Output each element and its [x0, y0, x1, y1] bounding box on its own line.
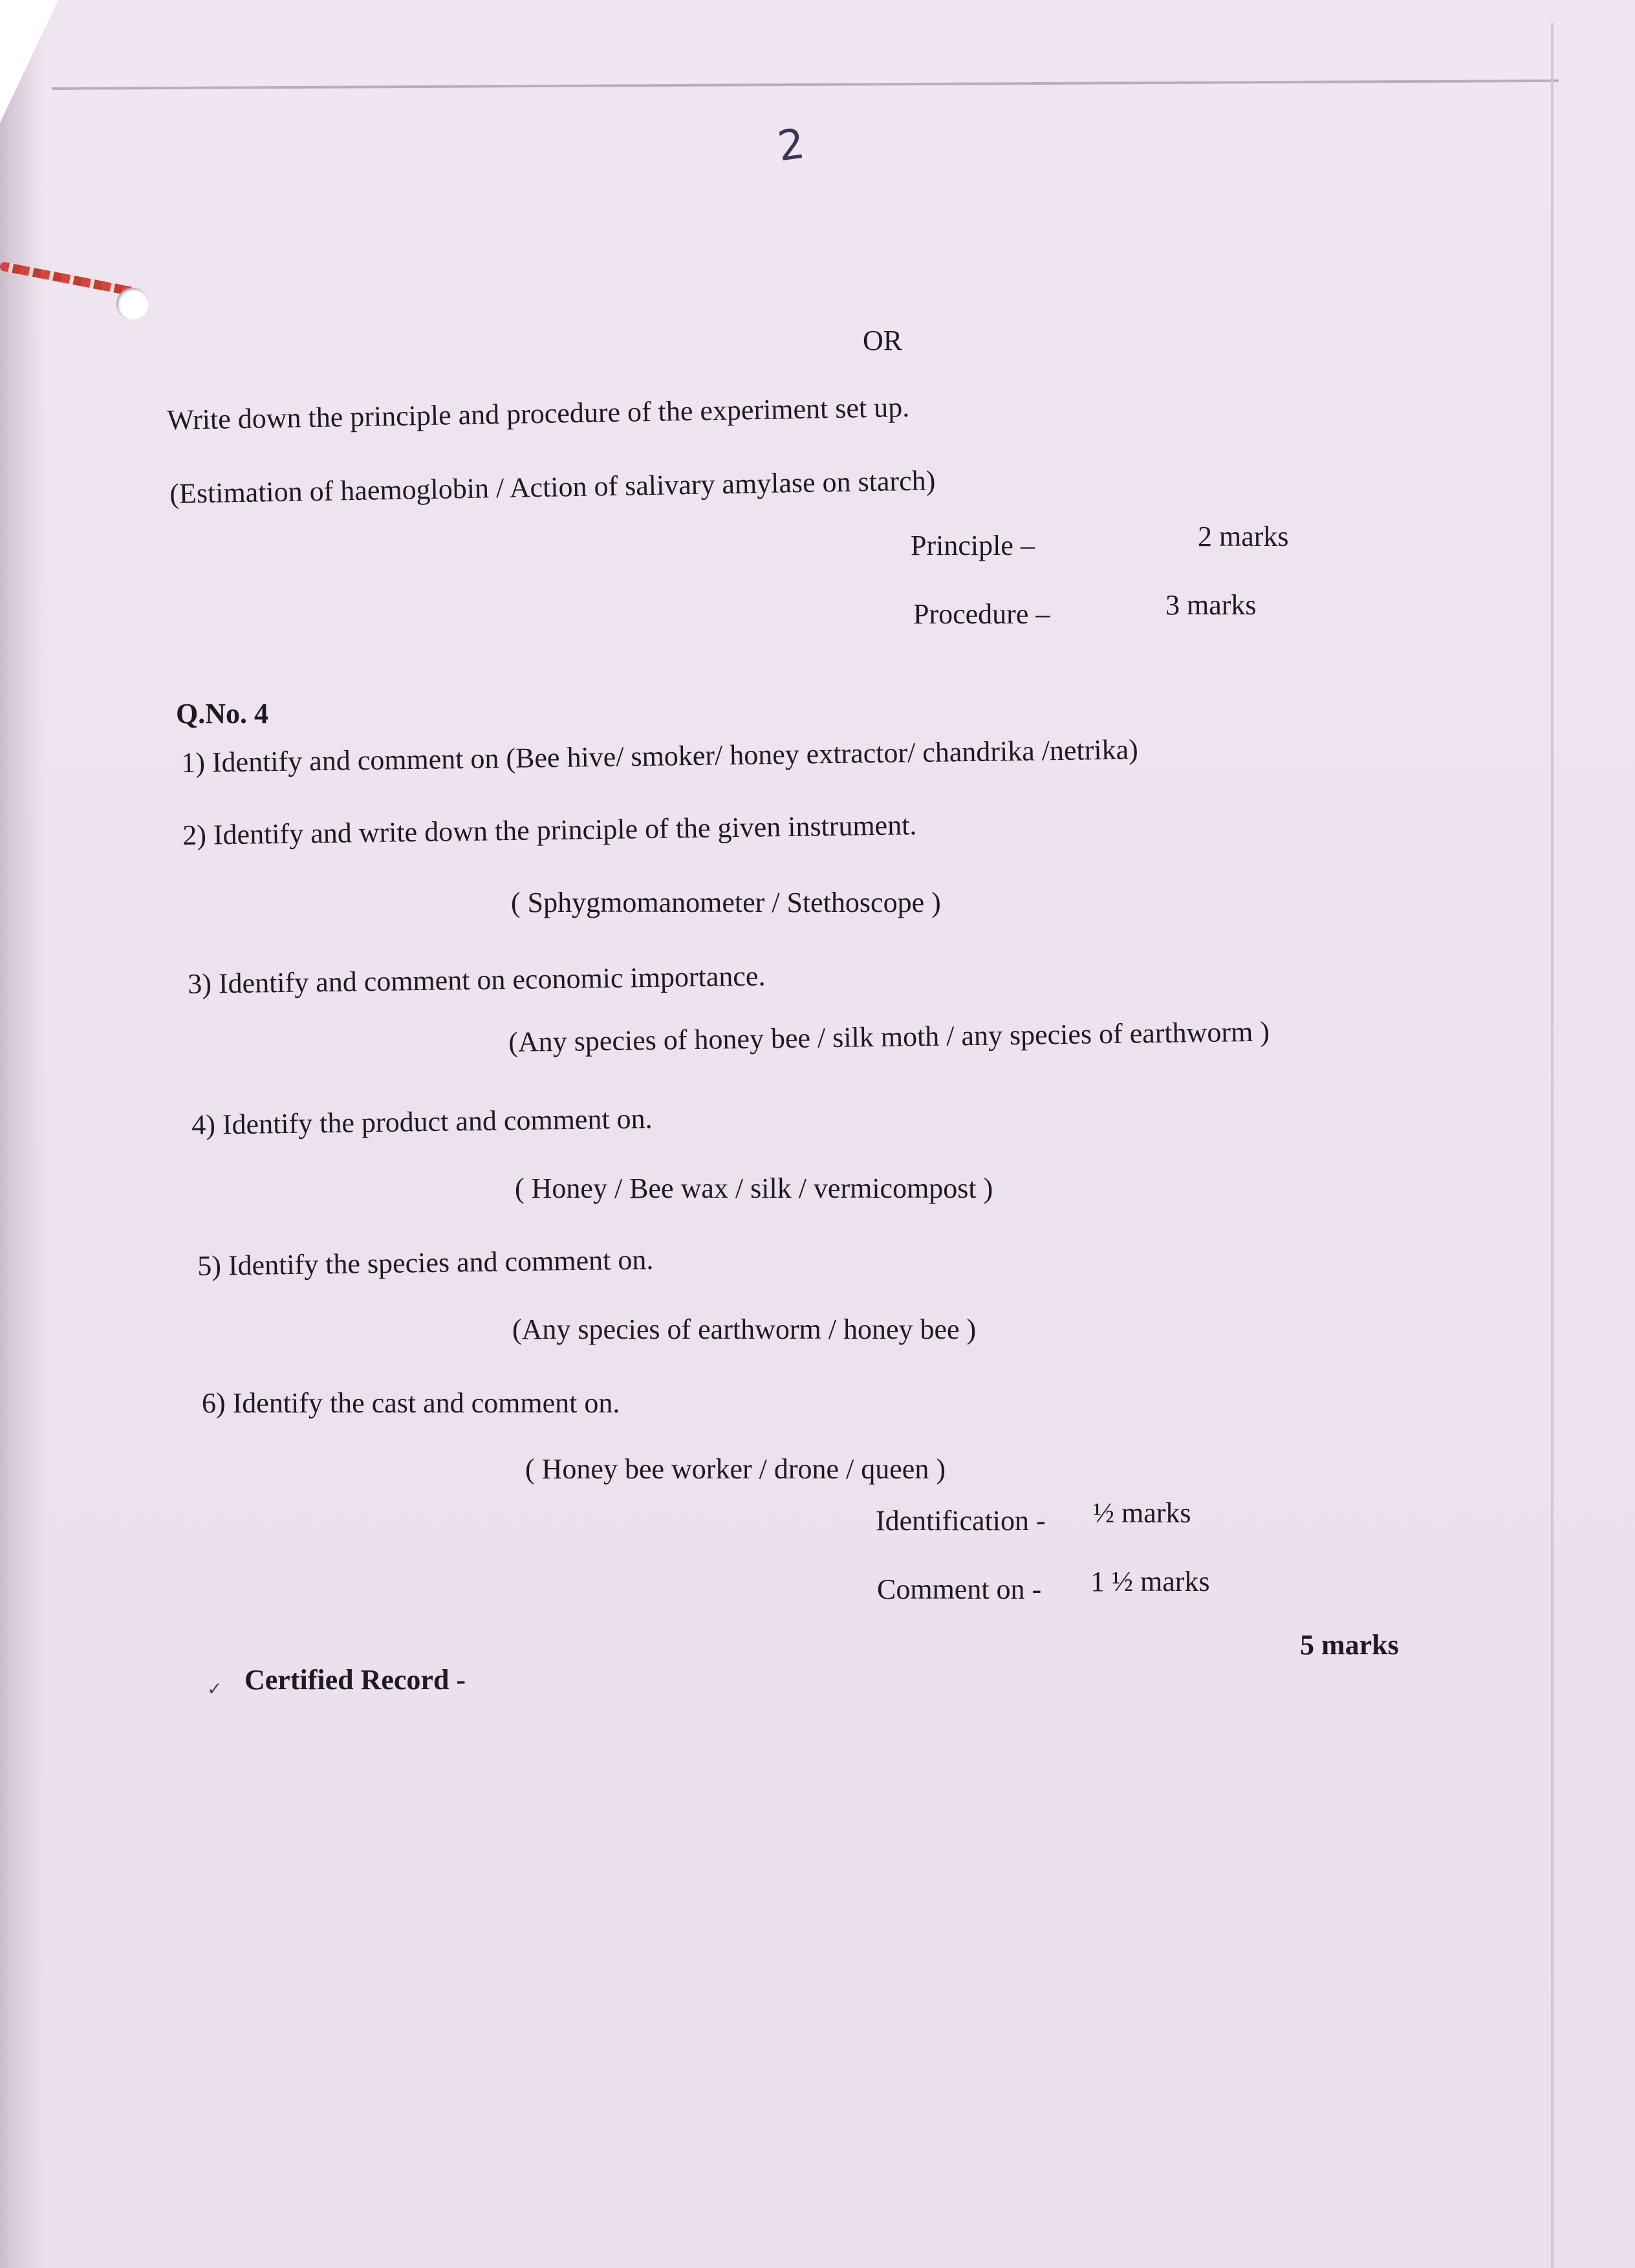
q4-item-3: 3) Identify and comment on economic importance.: [187, 960, 766, 1000]
q4-item-3-options: (Any species of honey bee / silk moth / any species of earthworm ): [508, 1015, 1270, 1058]
certified-record-label: Certified Record -: [244, 1664, 466, 1696]
instruction-text: Write down the principle and procedure of the experiment set up.: [166, 391, 910, 436]
binding-shadow: [0, 0, 45, 2268]
q4-item-5: 5) Identify the species and comment on.: [197, 1244, 654, 1282]
page-right-edge: [1551, 23, 1554, 2268]
q4-item-2: 2) Identify and write down the principle of the given instrument.: [182, 809, 917, 851]
comment-label: Comment on -: [877, 1573, 1042, 1605]
procedure-marks: 3 marks: [1165, 589, 1257, 621]
principle-label: Principle –: [911, 530, 1035, 561]
identification-marks: ½ marks: [1093, 1497, 1191, 1529]
q4-item-4-options: ( Honey / Bee wax / silk / vermicompost ): [515, 1172, 993, 1204]
torn-corner: [0, 0, 58, 123]
pen-tick-mark-icon: ✓: [207, 1678, 222, 1700]
comment-marks: 1 ½ marks: [1090, 1566, 1210, 1597]
procedure-label: Procedure –: [913, 598, 1050, 630]
punch-hole: [116, 288, 149, 320]
q4-item-2-options: ( Sphygmomanometer / Stethoscope ): [511, 887, 941, 918]
q4-item-6: 6) Identify the cast and comment on.: [202, 1387, 620, 1419]
q4-item-5-options: (Any species of earthworm / honey bee ): [512, 1313, 977, 1345]
experiment-options: (Estimation of haemoglobin / Action of salivary amylase on starch): [169, 464, 936, 510]
identification-label: Identification -: [876, 1505, 1046, 1537]
principle-marks: 2 marks: [1198, 521, 1289, 552]
certified-record-marks: 5 marks: [1300, 1629, 1399, 1661]
handwritten-page-number: 2: [775, 120, 808, 171]
or-label: OR: [863, 325, 903, 356]
q4-item-6-options: ( Honey bee worker / drone / queen ): [525, 1453, 946, 1485]
q4-item-1: 1) Identify and comment on (Bee hive/ smoker/ honey extractor/ chandrika /netrika): [180, 733, 1139, 779]
q4-item-4: 4) Identify the product and comment on.: [191, 1103, 653, 1141]
question-4-heading: Q.No. 4: [176, 698, 268, 729]
page-fold-line: [52, 80, 1559, 90]
